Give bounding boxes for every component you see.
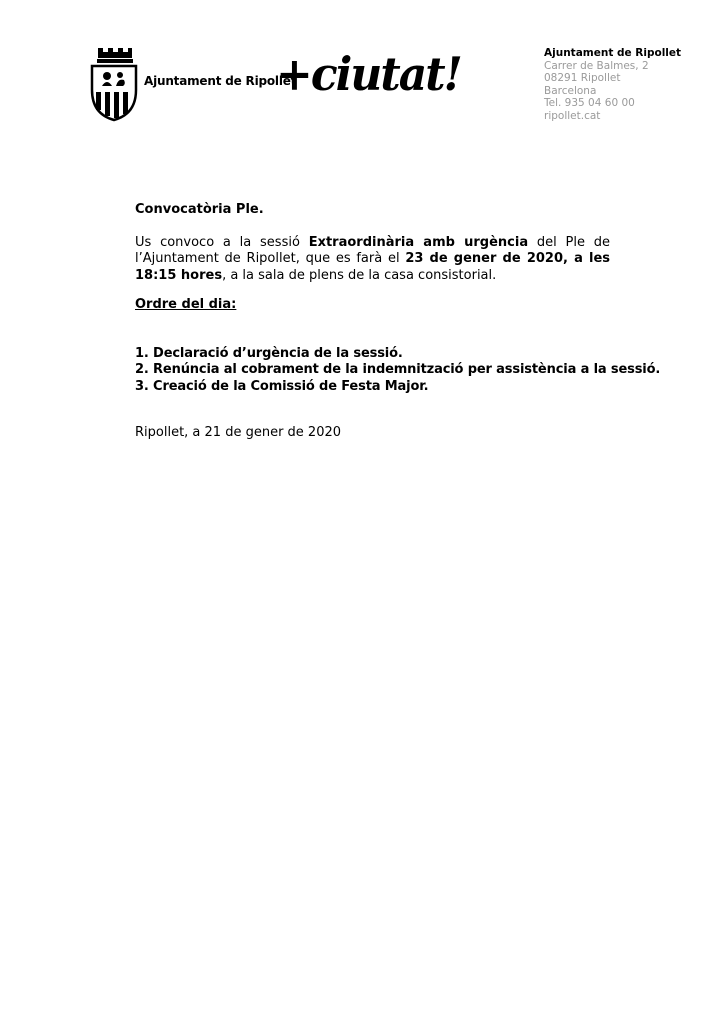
document-heading: Convocatòria Ple. [135, 202, 264, 217]
session-type: Extraordinària amb urgència [308, 234, 529, 250]
para-text: Us convoco a la sessió [135, 234, 309, 250]
slogan-text: +ciutat! [276, 48, 461, 102]
address-line: Tel. 935 04 60 00 [544, 97, 635, 110]
address-line: Barcelona [544, 84, 597, 97]
agenda-title: Ordre del dia: [135, 297, 237, 312]
para-text: , a la sala de plens de la casa consistorial. [222, 267, 497, 283]
document-body [135, 202, 661, 442]
logo-org-name: Ajuntament de Ripollet [144, 74, 297, 88]
address-line: 08291 Ripollet [544, 72, 621, 85]
address-block [544, 47, 681, 123]
agenda-item: 3. Creació de la Comissió de Festa Major. [135, 378, 429, 394]
closing-date: Ripollet, a 21 de gener de 2020 [135, 425, 342, 440]
ajuntament-logo [88, 44, 461, 124]
address-title: Ajuntament de Ripollet [544, 47, 682, 59]
session-datetime: 23 de gener de 2020, a les 18:15 hores [135, 251, 611, 283]
address-line: ripollet.cat [544, 109, 601, 122]
agenda-item: 1. Declaració d’urgència de la sessió. [135, 345, 403, 361]
agenda-item: 2. Renúncia al cobrament de la indemnització per assistència a la sessió. [135, 362, 661, 377]
agenda-list [135, 345, 661, 396]
para-text: del Ple de l’Ajuntament de Ripollet, que es farà el [135, 234, 610, 266]
convocation-paragraph [135, 235, 610, 285]
slogan-logo [276, 46, 461, 106]
coat-of-arms-icon [88, 44, 140, 122]
address-line: Carrer de Balmes, 2 [544, 59, 649, 72]
